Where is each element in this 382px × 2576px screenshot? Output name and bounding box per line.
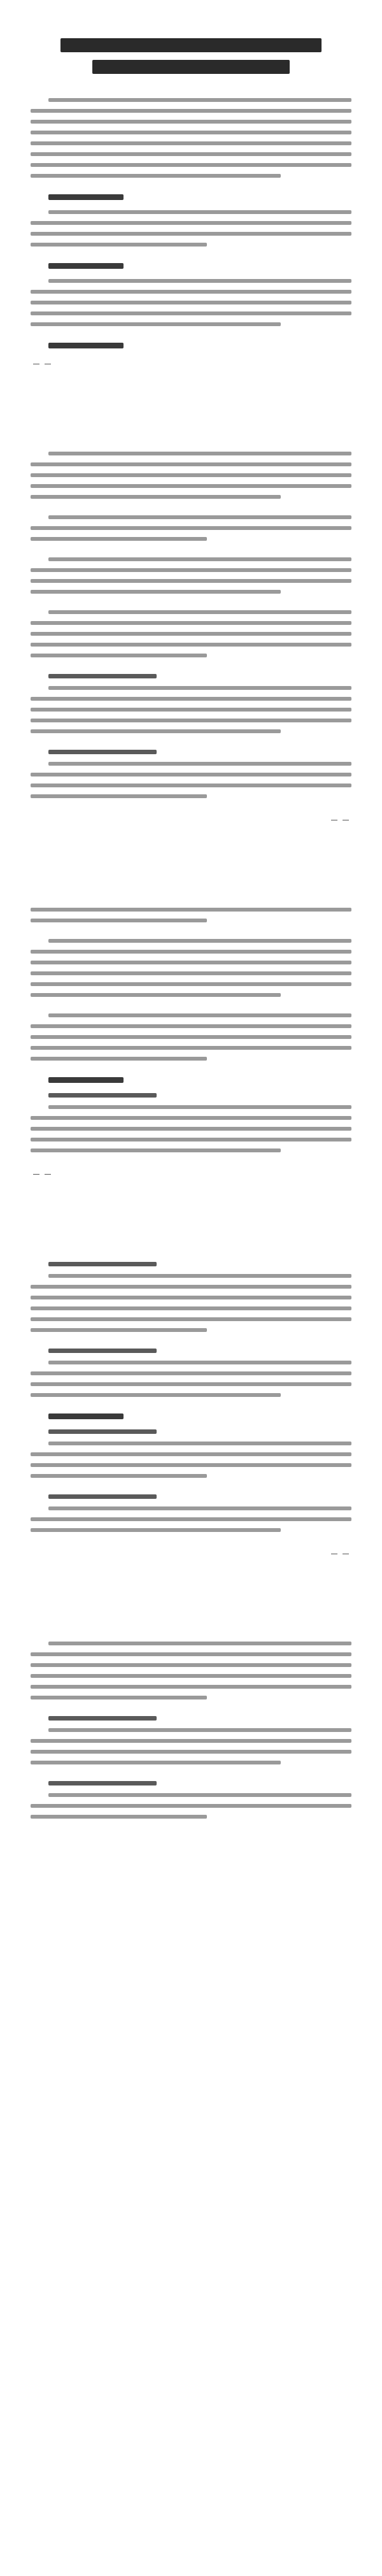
paragraph [31,1506,351,1532]
dash [33,1174,39,1175]
text-line [31,621,351,625]
text-line [31,993,281,997]
document-page [31,25,351,369]
text-line [48,279,351,283]
text-line [31,1663,351,1667]
text-line [48,686,351,690]
title-line-2 [92,60,290,74]
text-line [31,1393,281,1397]
section-heading [48,1077,124,1083]
text-line [48,1793,351,1797]
text-line [31,120,351,124]
text-line [48,515,351,519]
section-heading [48,194,124,200]
page-break [31,1224,351,1262]
text-line [31,794,207,798]
text-line [31,1517,351,1521]
text-line [31,526,351,530]
subsection-heading [48,1262,157,1266]
text-line [31,109,351,113]
text-line [31,1739,351,1743]
section-heading [48,263,124,269]
text-line [48,1642,351,1645]
paragraph [31,686,351,733]
text-line [31,1815,207,1819]
text-line [31,484,351,488]
text-line [48,98,351,102]
text-line [31,1452,351,1456]
paragraph [31,762,351,798]
paragraph [31,1728,351,1764]
text-line [31,221,351,225]
text-line [31,1317,351,1321]
subsection-heading [48,1716,157,1721]
text-line [31,131,351,134]
text-line [31,568,351,572]
text-line [31,301,351,304]
text-line [31,654,207,657]
text-line [48,939,351,943]
text-line [31,784,351,787]
subsection-heading [48,1093,157,1098]
paragraph [31,98,351,178]
text-line [31,1046,351,1050]
text-line [31,1750,351,1754]
document-title [31,25,351,74]
text-line [48,1013,351,1017]
page-number [31,1169,351,1179]
paragraph [31,1361,351,1397]
text-line [31,473,351,477]
paragraph [31,557,351,594]
text-line [31,1116,351,1120]
text-line [31,919,207,922]
text-line [31,1804,351,1808]
title-line-1 [60,38,322,52]
text-line [31,1652,351,1656]
text-line [31,697,351,701]
text-line [31,1696,207,1699]
text-line [31,311,351,315]
text-line [31,908,351,912]
subsection-heading [48,674,157,678]
text-line [31,1057,207,1061]
paragraph [31,1013,351,1061]
page-break [31,413,351,452]
text-line [31,232,351,236]
subsection-heading [48,1349,157,1353]
text-line [31,1328,207,1332]
text-line [48,1361,351,1364]
text-line [31,1474,207,1478]
paragraph [31,1793,351,1819]
document-page [31,1262,351,1559]
text-line [31,495,281,499]
text-line [31,1761,281,1764]
page-break [31,869,351,908]
paragraph [31,1274,351,1332]
section-heading [48,1413,124,1419]
page-number [31,359,351,369]
text-line [31,950,351,954]
text-line [31,290,351,294]
paragraph [31,1442,351,1478]
paragraph [31,908,351,922]
text-line [31,1296,351,1299]
text-line [31,163,351,167]
text-line [31,1138,351,1141]
text-line [48,557,351,561]
text-line [48,762,351,766]
text-line [31,579,351,583]
text-line [48,1442,351,1445]
text-line [31,1382,351,1386]
text-line [31,982,351,986]
text-line [31,773,351,776]
text-line [31,632,351,636]
text-line [48,1728,351,1732]
text-line [31,1035,351,1039]
text-line [31,152,351,156]
subsection-heading [48,1781,157,1785]
text-line [31,719,351,722]
text-line [31,1463,351,1467]
text-line [48,610,351,614]
text-line [31,1685,351,1689]
paragraph [31,1642,351,1699]
document-page [31,1642,351,1819]
text-line [48,452,351,455]
text-line [31,462,351,466]
text-line [31,174,281,178]
text-line [48,1105,351,1109]
page-number [31,815,351,825]
text-line [48,1274,351,1278]
dash [45,1174,51,1175]
text-line [31,961,351,964]
paragraph [31,939,351,997]
text-line [31,322,281,326]
text-line [31,1127,351,1131]
page-number [31,1549,351,1559]
subsection-heading [48,750,157,754]
text-line [31,1674,351,1678]
text-line [31,590,281,594]
text-line [31,141,351,145]
document-page [31,452,351,825]
paragraph [31,452,351,499]
text-line [31,1306,351,1310]
text-line [31,1024,351,1028]
paragraph [31,210,351,247]
text-line [31,243,207,247]
text-line [31,1285,351,1289]
text-line [48,1506,351,1510]
paragraph [31,610,351,657]
text-line [31,1148,281,1152]
text-line [31,1528,281,1532]
document-page [31,908,351,1179]
paragraph [31,1105,351,1152]
paragraph [31,279,351,326]
subsection-heading [48,1429,157,1434]
text-line [31,537,207,541]
paragraph [31,515,351,541]
subsection-heading [48,1494,157,1499]
text-line [31,971,351,975]
section-heading [48,343,124,348]
page-break [31,1603,351,1642]
text-line [31,643,351,647]
text-line [31,1371,351,1375]
text-line [31,729,281,733]
text-line [31,708,351,712]
text-line [48,210,351,214]
